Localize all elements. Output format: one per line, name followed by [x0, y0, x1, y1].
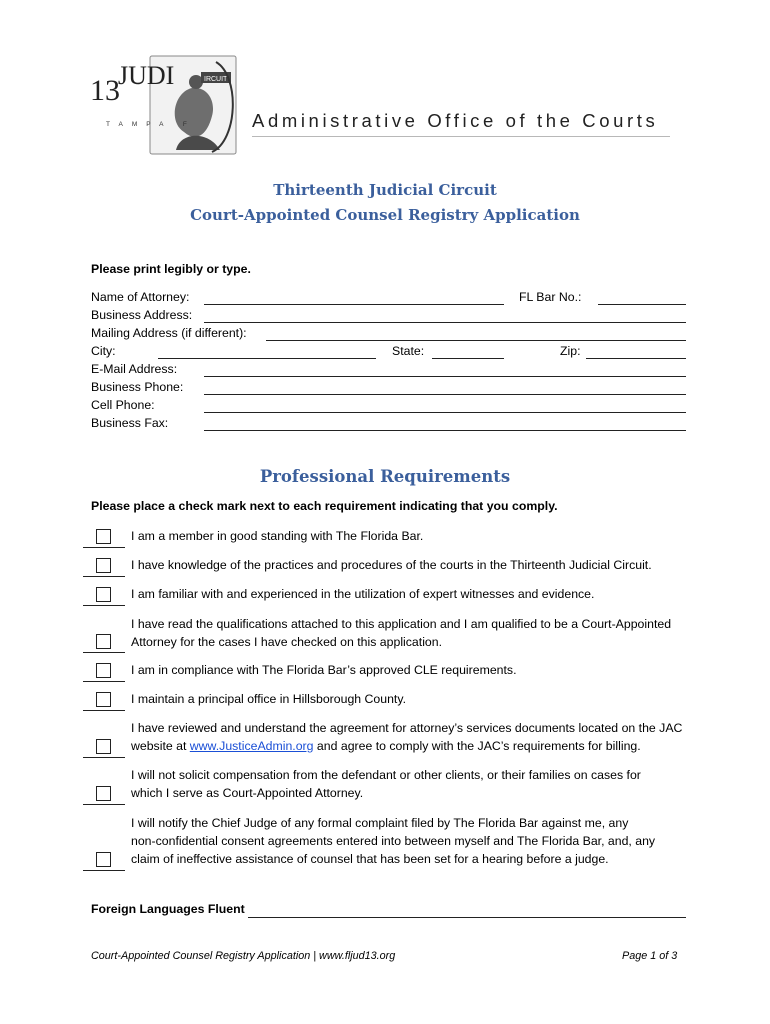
requirement-checkbox[interactable]	[83, 663, 125, 685]
requirement-text: I maintain a principal office in Hillsborough County.	[131, 692, 407, 706]
requirement-text: I will not solicit compensation from the defendant or other clients, or their families on cases for	[131, 768, 641, 782]
business-fax-label: Business Fax:	[91, 416, 169, 430]
page-number: Page 1 of 3	[622, 950, 678, 962]
svg-text:TAMPA F: TAMPA F	[106, 121, 196, 128]
application-title: Court-Appointed Counsel Registry Application	[190, 206, 580, 224]
requirement-checkbox[interactable]	[83, 587, 125, 609]
languages-field[interactable]	[248, 917, 686, 918]
cell-phone-label: Cell Phone:	[91, 398, 155, 412]
requirement-text-part: and agree to comply with the JAC’s requirements for billing.	[313, 739, 641, 753]
city-field[interactable]	[158, 358, 376, 359]
state-field[interactable]	[432, 358, 504, 359]
requirement-text: which I serve as Court-Appointed Attorney.	[131, 786, 364, 800]
zip-field[interactable]	[586, 358, 686, 359]
circuit-logo	[88, 52, 238, 156]
svg-text:IRCUIT: IRCUIT	[204, 76, 228, 83]
zip-label: Zip:	[560, 344, 581, 358]
fl-bar-label: FL Bar No.:	[519, 290, 582, 304]
mailing-address-field[interactable]	[266, 340, 686, 341]
print-instruction: Please print legibly or type.	[91, 262, 251, 276]
cell-phone-field[interactable]	[204, 412, 686, 413]
requirement-text: I am in compliance with The Florida Bar’s approved CLE requirements.	[131, 663, 517, 677]
city-label: City:	[91, 344, 116, 358]
footer-title: Court-Appointed Counsel Registry Application | www.fljud13.org	[91, 950, 396, 962]
requirement-text: I have knowledge of the practices and procedures of the courts in the Thirteenth Judicial Circuit.	[131, 558, 652, 572]
requirement-checkbox[interactable]	[83, 786, 125, 808]
requirement-checkbox[interactable]	[83, 852, 125, 874]
languages-label: Foreign Languages Fluent	[91, 902, 245, 916]
svg-text:JUDI: JUDI	[118, 61, 175, 90]
circuit-title: Thirteenth Judicial Circuit	[273, 181, 497, 199]
header-rule	[252, 136, 670, 137]
requirement-text: I have read the qualifications attached to this application and I am qualified to be a Court-Appointed	[131, 617, 672, 631]
email-field[interactable]	[204, 376, 686, 377]
requirement-text: I will notify the Chief Judge of any formal complaint filed by The Florida Bar against me, any	[131, 816, 629, 830]
requirement-text: I have reviewed and understand the agreement for attorney’s services documents located on the JAC	[131, 721, 683, 735]
requirement-text: I am familiar with and experienced in the utilization of expert witnesses and evidence.	[131, 587, 595, 601]
name-label: Name of Attorney:	[91, 290, 190, 304]
mailing-address-label: Mailing Address (if different):	[91, 326, 247, 340]
name-field[interactable]	[204, 304, 504, 305]
requirement-checkbox[interactable]	[83, 558, 125, 580]
business-address-label: Business Address:	[91, 308, 193, 322]
requirement-text-with-link	[131, 739, 641, 753]
requirement-checkbox[interactable]	[83, 739, 125, 761]
business-phone-label: Business Phone:	[91, 380, 184, 394]
justice-admin-link[interactable]: www.JusticeAdmin.org	[189, 739, 314, 753]
requirement-checkbox[interactable]	[83, 634, 125, 656]
svg-text:13: 13	[90, 74, 120, 107]
requirement-checkbox[interactable]	[83, 692, 125, 714]
section-title: Professional Requirements	[259, 467, 511, 486]
office-title: Administrative Office of the Courts	[252, 110, 659, 131]
requirements-instruction: Please place a check mark next to each requirement indicating that you comply.	[91, 499, 558, 513]
business-fax-field[interactable]	[204, 430, 686, 431]
requirement-text: Attorney for the cases I have checked on this application.	[131, 635, 443, 649]
email-label: E-Mail Address:	[91, 362, 178, 376]
business-address-field[interactable]	[204, 322, 686, 323]
requirement-text: claim of ineffective assistance of counsel that has been set for a hearing before a judge.	[131, 852, 609, 866]
requirement-text-part: website at	[131, 739, 190, 753]
requirement-checkbox[interactable]	[83, 529, 125, 551]
state-label: State:	[392, 344, 425, 358]
requirement-text: I am a member in good standing with The Florida Bar.	[131, 529, 424, 543]
fl-bar-field[interactable]	[598, 304, 686, 305]
requirement-text: non-confidential consent agreements entered into between myself and The Florida Bar, and, any	[131, 834, 656, 848]
business-phone-field[interactable]	[204, 394, 686, 395]
